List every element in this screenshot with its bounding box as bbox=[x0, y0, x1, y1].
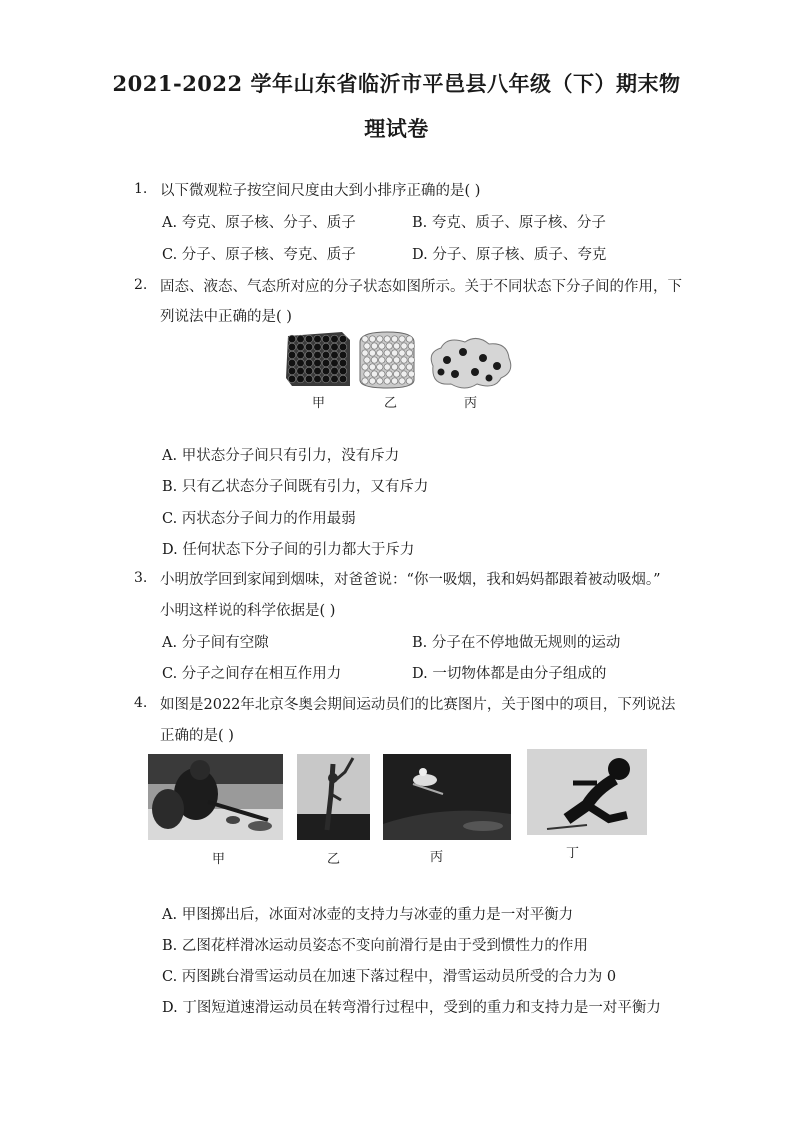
option-a: A. 甲图掷出后，冰面对冰壶的支持力与冰壶的重力是一对平衡力 bbox=[162, 907, 574, 923]
question-stem: 固态、液态、气态所对应的分子状态如图所示。关于不同状态下分子间的作用，下 bbox=[160, 279, 682, 295]
question-number: 4. bbox=[134, 695, 148, 711]
figure-label-jia: 甲 bbox=[312, 396, 326, 411]
question-stem: 如图是2022年北京冬奥会期间运动员们的比赛图片，关于图中的项目，下列说法 bbox=[160, 697, 676, 713]
option-c: C. 分子、原子核、夸克、质子 bbox=[162, 247, 356, 263]
option-b: B. 乙图花样滑冰运动员姿态不变向前滑行是由于受到惯性力的作用 bbox=[162, 938, 588, 954]
option-c: C. 丙状态分子间力的作用最弱 bbox=[162, 511, 356, 527]
question-number: 3. bbox=[134, 570, 148, 586]
page-title-continued: 理试卷 bbox=[364, 116, 429, 141]
option-a: A. 分子间有空隙 bbox=[162, 635, 269, 651]
option-a: A. 夸克、原子核、分子、质子 bbox=[162, 215, 356, 231]
page-title: 2021-2022 学年山东省临沂市平邑县八年级（下）期末物 bbox=[112, 71, 681, 96]
option-d: D. 丁图短道速滑运动员在转弯滑行过程中，受到的重力和支持力是一对平衡力 bbox=[162, 1000, 661, 1016]
question-stem-continued: 列说法中正确的是( ) bbox=[160, 309, 292, 325]
speed-skating-photo bbox=[527, 749, 647, 835]
figure-label-yi: 乙 bbox=[327, 852, 341, 867]
solid-molecules-figure bbox=[282, 330, 352, 388]
figure-label-jia: 甲 bbox=[212, 852, 226, 867]
question-stem-continued: 小明这样说的科学依据是( ) bbox=[160, 603, 336, 619]
option-b: B. 分子在不停地做无规则的运动 bbox=[412, 635, 621, 651]
figure-label-bing: 丙 bbox=[464, 396, 478, 411]
figure-skating-photo bbox=[297, 754, 370, 840]
question-stem-continued: 正确的是( ) bbox=[160, 728, 234, 744]
question-stem: 小明放学回到家闻到烟味，对爸爸说：“你一吸烟，我和妈妈都跟着被动吸烟。” bbox=[160, 572, 661, 588]
option-d: D. 分子、原子核、质子、夸克 bbox=[412, 247, 607, 263]
figure-label-bing: 丙 bbox=[430, 850, 444, 865]
liquid-molecules-figure bbox=[356, 330, 418, 390]
option-d: D. 一切物体都是由分子组成的 bbox=[412, 666, 607, 682]
question-number: 2. bbox=[134, 277, 148, 293]
question-stem: 以下微观粒子按空间尺度由大到小排序正确的是( ) bbox=[160, 183, 481, 199]
option-b: B. 夸克、质子、原子核、分子 bbox=[412, 215, 606, 231]
option-c: C. 分子之间存在相互作用力 bbox=[162, 666, 342, 682]
option-a: A. 甲状态分子间只有引力，没有斥力 bbox=[162, 448, 400, 464]
option-d: D. 任何状态下分子间的引力都大于斥力 bbox=[162, 542, 415, 558]
curling-photo bbox=[148, 754, 283, 840]
figure-label-ding: 丁 bbox=[566, 846, 580, 861]
figure-label-yi: 乙 bbox=[384, 396, 398, 411]
ski-jumping-photo bbox=[383, 754, 511, 840]
option-b: B. 只有乙状态分子间既有引力，又有斥力 bbox=[162, 479, 429, 495]
option-c: C. 丙图跳台滑雪运动员在加速下落过程中，滑雪运动员所受的合力为 0 bbox=[162, 969, 617, 985]
question-number: 1. bbox=[134, 181, 148, 197]
gas-molecules-figure bbox=[425, 336, 513, 390]
